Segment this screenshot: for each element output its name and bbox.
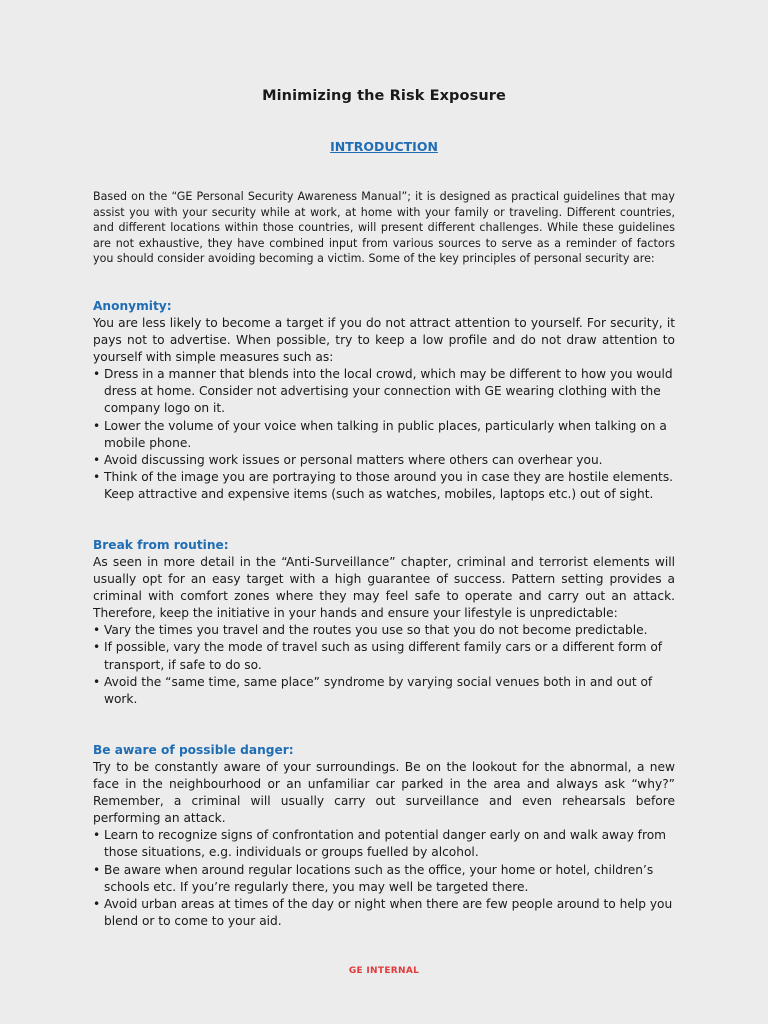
bullet-list bbox=[93, 622, 675, 707]
section-anonymity bbox=[93, 298, 675, 503]
section-body: Try to be constantly aware of your surroundings. Be on the lookout for the abnormal, a new face in the neighbourhood or an unfamiliar car parked in the area and always ask “why?” Remember, a criminal will usually carry out surveillance and even rehearsals before performing an attack. bbox=[93, 760, 675, 826]
section-heading: Anonymity: bbox=[93, 299, 172, 313]
section-heading: Be aware of possible danger: bbox=[93, 743, 294, 757]
section-be-aware bbox=[93, 742, 675, 930]
bullet-list bbox=[93, 827, 675, 930]
bullet-item: • Dress in a manner that blends into the local crowd, which may be different to how you would dress at home. Consider not advertising your connection with GE wearing clothing with the company logo on it. bbox=[93, 366, 675, 417]
section-heading: Break from routine: bbox=[93, 538, 229, 552]
intro-paragraph: Based on the “GE Personal Security Awareness Manual”; it is designed as practical guidelines that may assist you with your security while at work, at home with your family or traveling. Different countries, and different locations within those countries, will present different challenges. While these guidelines are not exhaustive, they have combined input from various sources to serve as a reminder of factors you should consider avoiding becoming a victim. Some of the key principles of personal security are: bbox=[93, 190, 675, 266]
bullet-item: • Lower the volume of your voice when talking in public places, particularly when talking on a mobile phone. bbox=[93, 418, 675, 452]
page-title: Minimizing the Risk Exposure bbox=[262, 88, 506, 104]
bullet-list bbox=[93, 366, 675, 503]
bullet-item: • Think of the image you are portraying to those around you in case they are hostile elements. Keep attractive and expensive items (such as watches, mobiles, laptops etc.) out of sight. bbox=[93, 469, 675, 503]
section-break-from-routine bbox=[93, 537, 675, 708]
bullet-item: • Avoid urban areas at times of the day or night when there are few people around to help you blend or to come to your aid. bbox=[93, 896, 675, 930]
bullet-item: • If possible, vary the mode of travel such as using different family cars or a different form of transport, if safe to do so. bbox=[93, 639, 675, 673]
classification-footer: GE INTERNAL bbox=[348, 966, 420, 976]
bullet-item: • Avoid discussing work issues or personal matters where others can overhear you. bbox=[93, 452, 675, 469]
introduction-heading: INTRODUCTION bbox=[330, 139, 438, 154]
bullet-item: • Avoid the “same time, same place” syndrome by varying social venues both in and out of work. bbox=[93, 674, 675, 708]
section-body: As seen in more detail in the “Anti-Surveillance” chapter, criminal and terrorist elements will usually opt for an easy target with a high guarantee of success. Pattern setting provides a criminal with comfort zones where they may feel safe to operate and carry out an attack. Therefore, keep the initiative in your hands and ensure your lifestyle is unpredictable: bbox=[93, 555, 675, 621]
section-body: You are less likely to become a target if you do not attract attention to yourself. For security, it pays not to advertise. When possible, try to keep a low profile and do not draw attention to yourself with simple measures such as: bbox=[93, 316, 675, 365]
bullet-item: • Learn to recognize signs of confrontation and potential danger early on and walk away from those situations, e.g. individuals or groups fuelled by alcohol. bbox=[93, 827, 675, 861]
bullet-item: • Vary the times you travel and the routes you use so that you do not become predictable. bbox=[93, 622, 675, 639]
bullet-item: • Be aware when around regular locations such as the office, your home or hotel, children’s schools etc. If you’re regularly there, you may well be targeted there. bbox=[93, 862, 675, 896]
